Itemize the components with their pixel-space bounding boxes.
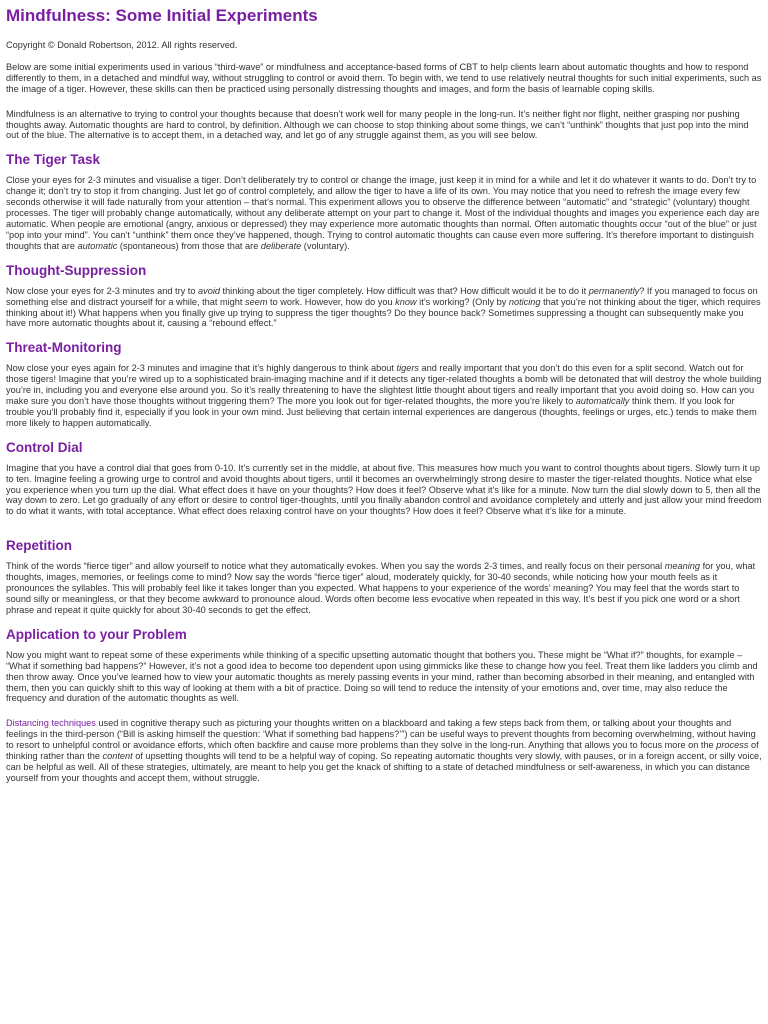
intro-paragraph-2: Mindfulness is an alternative to trying to control your thoughts because that doesn’t work well for many people in the long-run. It’s neither fight nor flight, neither grasping nor pushing thoughts away. Automatic thoughts are hard to control, by definition. Although we can choose to stop thinking about some things, we can’t “unthink” thoughts that just pop into the mind out of the blue. The alternative is to accept them, in a detached way, and let go of any struggle against them, as you will see below. [6, 108, 749, 141]
tiger-task-paragraph: Close your eyes for 2-3 minutes and visualise a tiger. Don’t deliberately try to control or change the image, just keep it in mind for a while and let it do whatever it wants to do. Don’t try to change it; don’t try to stop it from changing. Just let go of control completely, and allow the tiger to have a life of its own. You may notice that you need to refresh the image every few seconds otherwise it will fade naturally from your attention – that’s normal. This experiment allows you to observe the difference between “automatic” and “strategic” (voluntary) thought processes. The tiger will probably change automatically, without any deliberate attempt on your part to change it. Most of the individual thoughts and images you experience each day are automatic. When people are emotional (angry, anxious or depressed) they may experience more automatic thoughts than normal. Often automatic thoughts occur “out of the blue” or just “pop into your mind”. You can’t “unthink” them once they’ve happened, though. Trying to control automatic thoughts can cause even more suffering. It’s therefore important to distinguish thoughts that are automatic (spontaneous) from those that are deliberate (voluntary). [6, 175, 760, 251]
repetition-paragraph: Think of the words “fierce tiger” and allow yourself to notice what they automatically evokes. When you say the words 2-3 times, and really focus on their personal meaning for you, what thoughts, images, memories, or feelings come to mind? Now say the words “fierce tiger” aloud, moderately quickly, for 30-40 seconds, while noticing how your mouth feels as it pronounces the syllables. This will probably feel like it takes longer than you expected. What happens to your experience of the words’ meaning? You may feel that the words start to sound silly or meaningless, or that they become awkward to pronounce aloud. Words often become less evocative when repeated in this way. It’s best if you pick one word or a short phrase and repeat it quite quickly for about 30-40 seconds to get the effect. [6, 561, 756, 615]
heading-control-dial: Control Dial [6, 439, 83, 455]
application-paragraph-2: Distancing techniques used in cognitive therapy such as picturing your thoughts written on a blackboard and taking a few steps back from them, or talking about your thoughts and feelings in the third-person (“Bill is asking himself the question: ‘What if something bad happens?’”) can be useful ways to prevent thoughts from becoming overwhelming, without having to resort to unhelpful control or avoidance efforts, which often backfire and cause more problems than they solve in the long-run. Anything that allows you to focus more on the process of thinking rather than the content of upsetting thoughts will tend to be a helpful way of coping. So repeating automatic thoughts very slowly, with pauses, or in a foreign accent, or silly voice, can be helpful as well. All of these strategies, ultimately, are meant to help you get the knack of shifting to a state of detached mindfulness or self-awareness, in which you can distance yourself from your thoughts and accept them, without struggle. [6, 718, 762, 783]
heading-thought-suppression: Thought-Suppression [6, 262, 147, 278]
control-dial-paragraph: Imagine that you have a control dial that goes from 0-10. It’s currently set in the middle, at about five. This measures how much you want to control thoughts about tigers. Slowly turn it up to ten. Imagine feeling a growing urge to control and avoid thoughts about tigers, until it becomes an overwhelmingly strong desire to master the tiger-related thoughts. Notice what else you experience when you turn up the dial. What effect does it have on your thoughts? How does it feel? Observe what it’s like for a minute. Now turn the dial slowly down to 5, then all the way down to zero. Let go gradually of any effort or desire to control tiger-thoughts, until you finally abandon control and avoidance completely and utterly and just allow your mind freedom to do what it wants, with total acceptance. What effect does relaxing control have on your thoughts? How does it feel? Observe what it’s like for a minute. [6, 462, 762, 517]
application-paragraph-1: Now you might want to repeat some of these experiments while thinking of a specific upsetting automatic thought that bothers you. These might be “What if?” thoughts, for example – “What if something bad happens?” However, it’s not a good idea to become too dependent upon using gimmicks like these to change how you feel. Treat them like ladders you climb and then throw away. Once you’ve learned how to view your automatic thoughts as merely passing events in your mind, rather than becoming absorbed in their meaning, and entangled with them, then you can quickly shift to this way of looking at them with a bit of practice. Doing so will tend to reduce the intensity of your emotions and, over time, may also reduce the frequency and duration of the automatic thoughts as well. [6, 649, 758, 704]
thought-suppression-paragraph: Now close your eyes for 2-3 minutes and try to avoid thinking about the tiger completely. How difficult was that? How difficult would it be to do it permanently? If you managed to focus on something else and distract yourself for a while, that might seem to work. However, how do you know it’s working? (Only by noticing that you’re not thinking about the tiger, which requires thinking about it!) What happens when you finally give up trying to suppress the tiger thoughts? Do they bounce back? Sometimes suppressing a thought can subsequently make you have more automatic thoughts about it, causing a “rebound effect.” [6, 285, 761, 329]
heading-threat-monitoring: Threat-Monitoring [6, 340, 122, 356]
copyright-notice: Copyright © Donald Robertson, 2012. All rights reserved. [6, 40, 238, 50]
distancing-techniques-link[interactable]: Distancing techniques [6, 718, 96, 729]
threat-monitoring-paragraph: Now close your eyes again for 2-3 minutes and imagine that it’s highly dangerous to think about tigers and really important that you don’t do this even for a split second. Watch out for those tigers! Imagine that you’re wired up to a sophisticated brain-imaging machine and if it detects any tiger-related thoughts a bomb will be detonated that will destroy the whole building you’re in, including you and everyone else around you. So it’s really threatening to have the slightest little thought about tigers and really important that you avoid doing so. How can you make sure you don’t have those thoughts without triggering them? The more you look out for tiger-related thoughts, the more you’re likely to automatically think them. If you look for trouble you’ll probably find it, especially if you look in your own mind. Just believing that certain internal experiences are dangerous (thoughts, feelings or urges, etc.) tends to make them more likely to happen automatically. [6, 363, 762, 428]
intro-paragraph-1: Below are some initial experiments used in various “third-wave” or mindfulness and acceptance-based forms of CBT to help clients learn about automatic thoughts and how to respond differently to them, in a detached and mindful way, without struggling to control or avoid them. To begin with, we tend to use relatively neutral thoughts for such initial experiments, such as the image of a tiger. However, these skills can then be practiced using personally distressing thoughts and images, and form the basis of learnable coping skills. [6, 61, 762, 94]
heading-tiger-task: The Tiger Task [6, 152, 101, 168]
page-title: Mindfulness: Some Initial Experiments [6, 6, 318, 25]
heading-application: Application to your Problem [6, 626, 187, 642]
heading-repetition: Repetition [6, 538, 72, 554]
